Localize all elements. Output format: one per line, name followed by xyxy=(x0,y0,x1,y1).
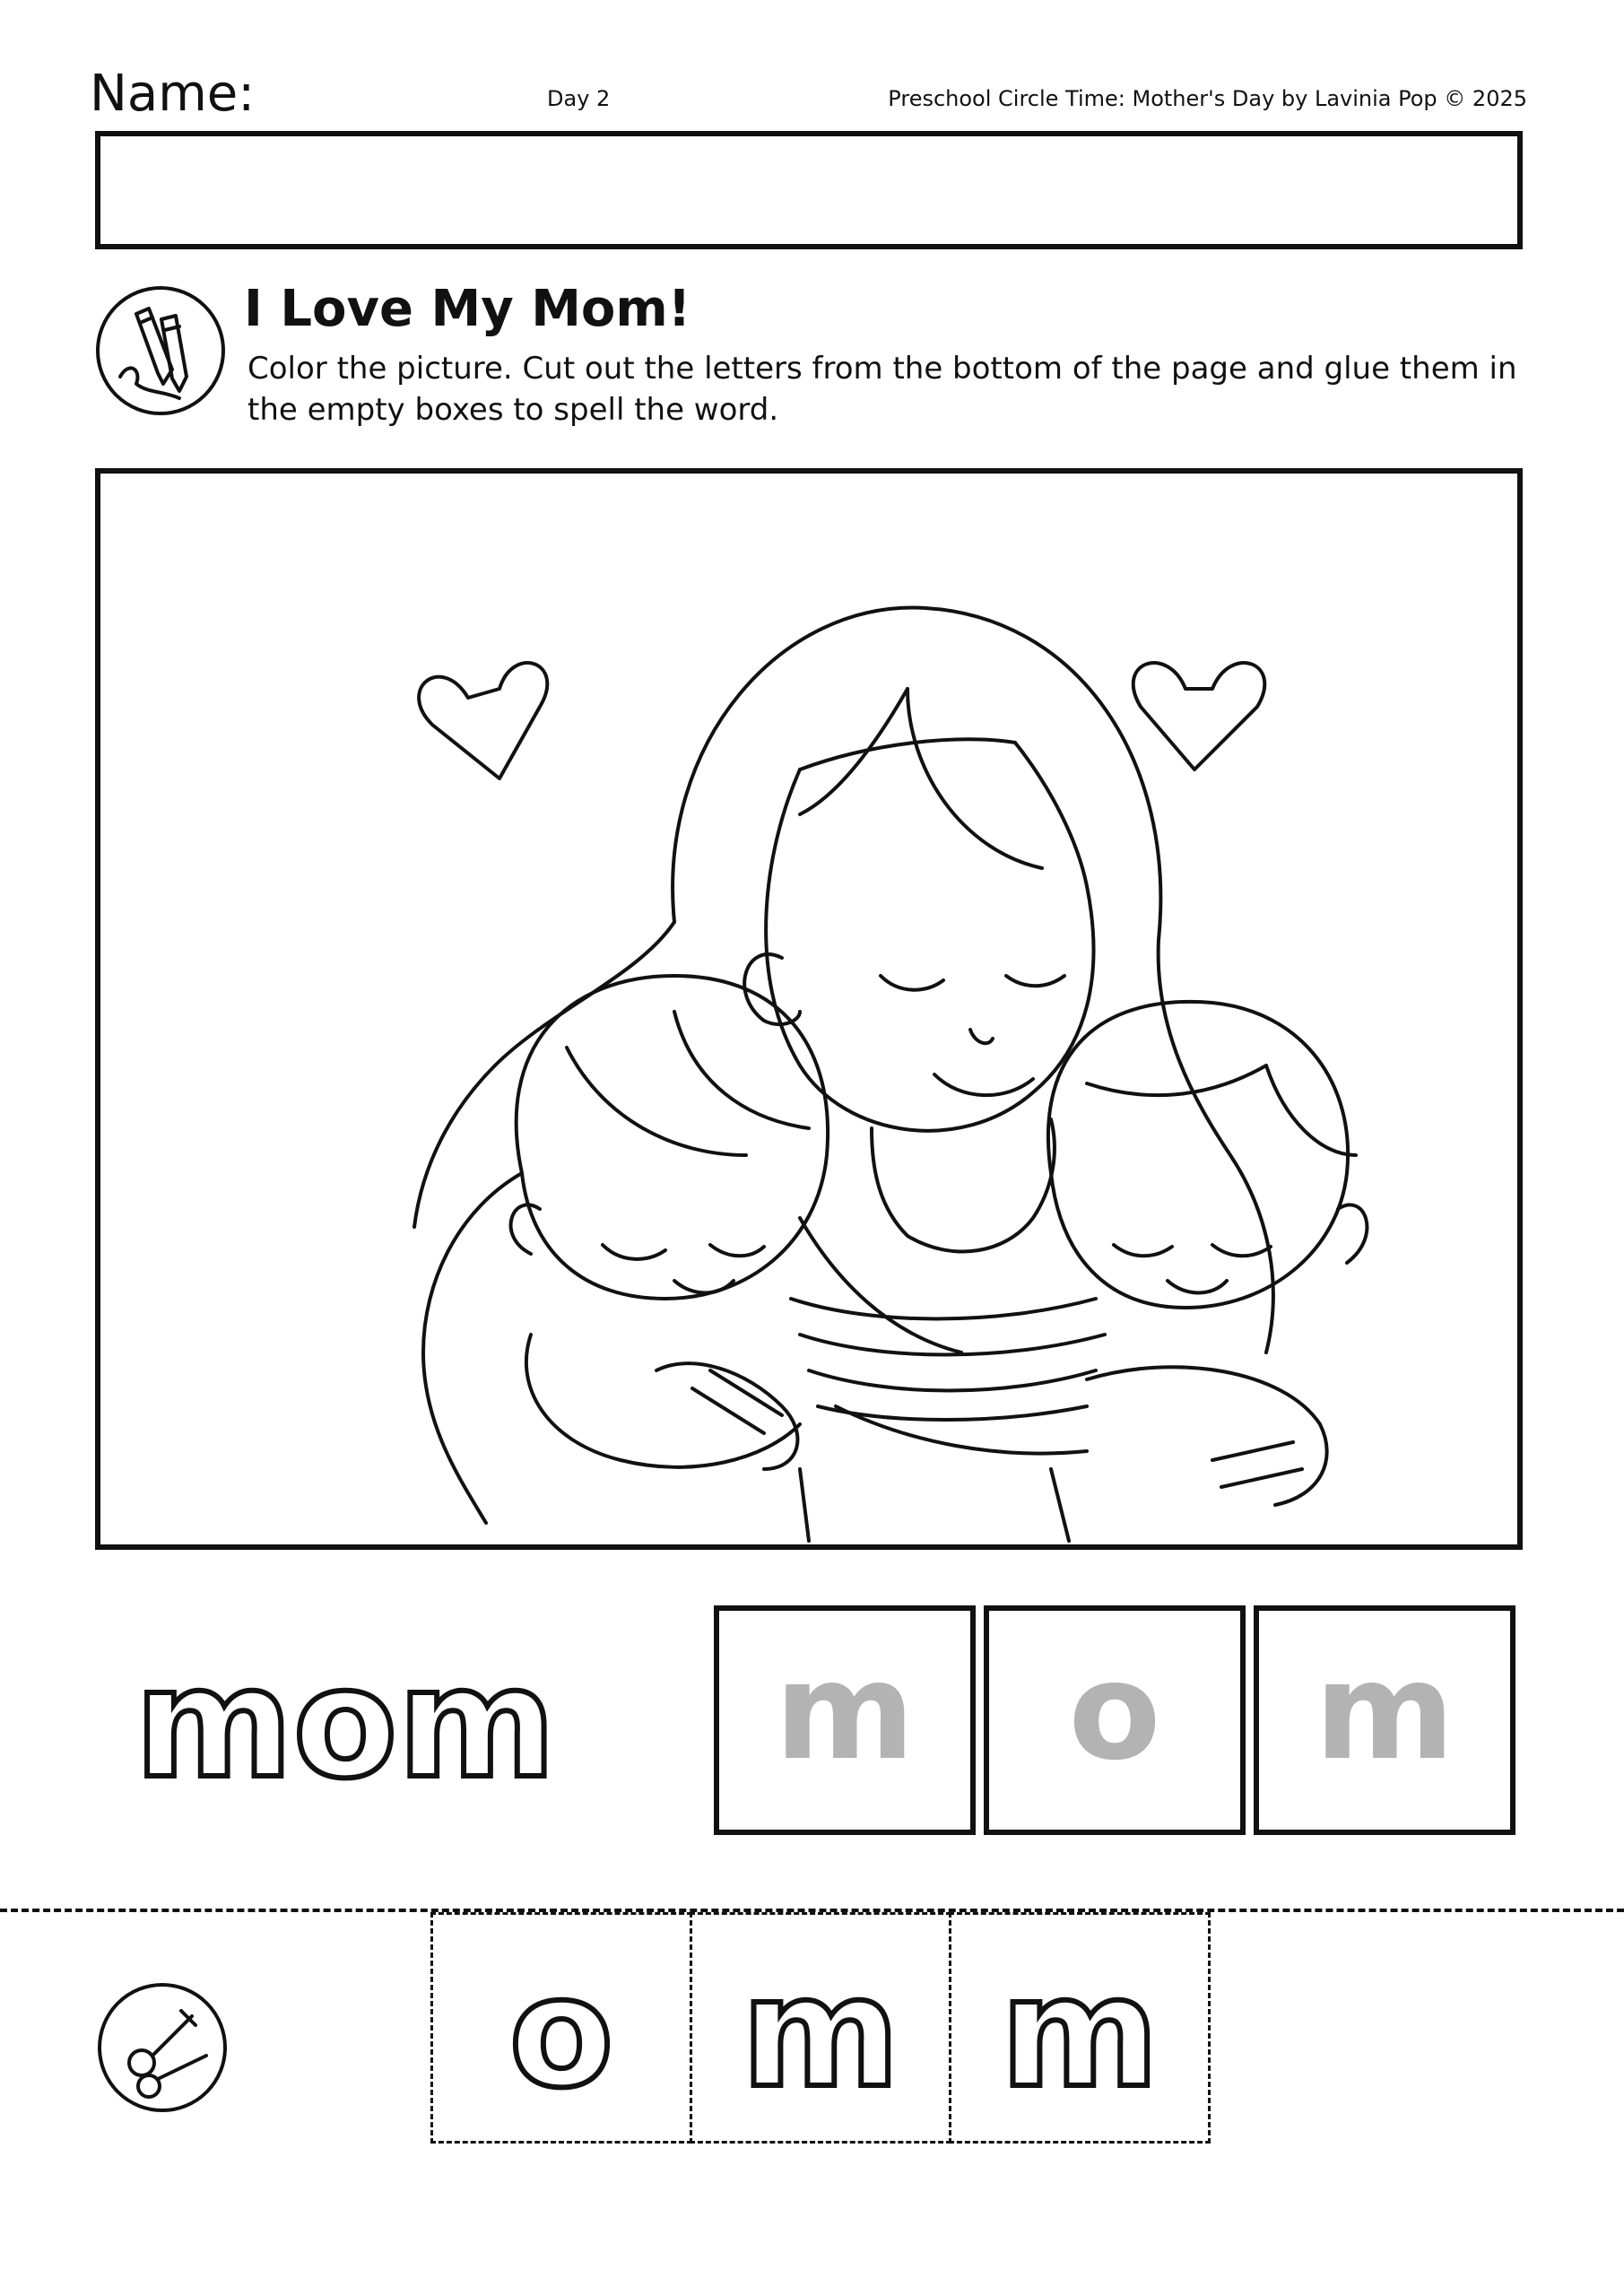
crayons-icon xyxy=(93,283,228,418)
word-outline-text: mom xyxy=(135,1650,556,1812)
glue-box-2[interactable] xyxy=(984,1605,1246,1835)
mother-hugging-children-illustration xyxy=(100,474,1517,1544)
activity-title: I Love My Mom! xyxy=(244,280,691,338)
cutout-letter: m xyxy=(1000,1944,1159,2122)
cutout-letter: o xyxy=(508,1944,614,2122)
name-input-box[interactable] xyxy=(95,131,1523,249)
cutout-letter-box-3[interactable] xyxy=(949,1912,1211,2144)
heart-left-icon xyxy=(419,663,547,778)
credit-text: Preschool Circle Time: Mother's Day by Lavinia Pop © 2025 xyxy=(888,86,1527,111)
cutout-letter-box-2[interactable] xyxy=(690,1912,951,2144)
scissors-icon xyxy=(95,1980,230,2115)
glue-box-3[interactable] xyxy=(1254,1605,1515,1835)
day-label: Day 2 xyxy=(547,86,611,111)
name-label: Name: xyxy=(90,65,256,123)
glue-box-letter: o xyxy=(1068,1634,1161,1790)
coloring-picture-frame xyxy=(95,468,1523,1550)
word-outline xyxy=(135,1650,565,1812)
heart-right-icon xyxy=(1133,663,1264,770)
glue-box-letter: m xyxy=(774,1634,916,1790)
glue-box-1[interactable] xyxy=(714,1605,976,1835)
cutout-letter: m xyxy=(741,1944,900,2122)
cutout-letter-box-1[interactable] xyxy=(430,1912,692,2144)
activity-instructions: Color the picture. Cut out the letters from the bottom of the page and glue them in the empty boxes to spell the word. xyxy=(248,351,1517,428)
glue-box-letter: m xyxy=(1314,1634,1455,1790)
